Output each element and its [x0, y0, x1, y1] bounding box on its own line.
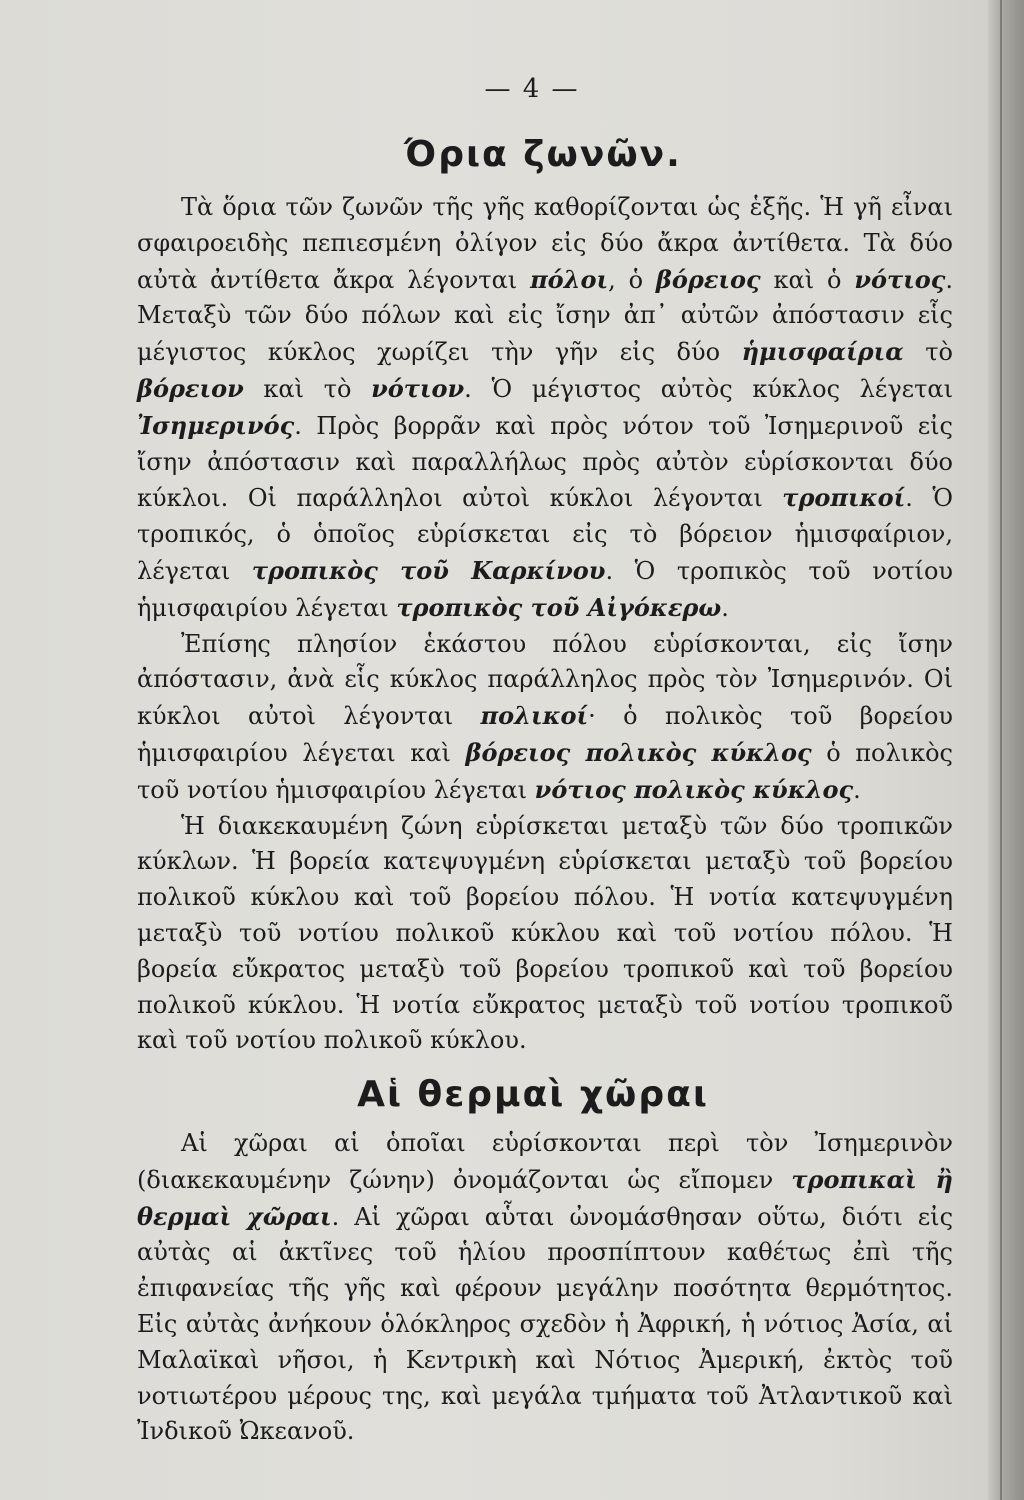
gutter-line [1000, 0, 1002, 1500]
section-body-zone-limits [137, 190, 953, 1059]
section-heading-hot-lands: Αἱ θερμαὶ χῶραι [357, 1074, 709, 1115]
emphasized-term: τροπικὸς τοῦ Καρκίνου [251, 555, 606, 585]
emphasized-term: τροπικὸς τοῦ Αἰγόκερω [396, 592, 722, 622]
text-run: . Μεταξὺ τῶν δύο πόλων καὶ εἰς ἴσην ἀπ᾿ αὐτῶν ἀπόστασιν εἷς μέγιστος κύκλος χωρίζει τὴν γῆν εἰς δύο [137, 265, 954, 367]
page-gutter [988, 0, 1024, 1500]
text-run: καὶ τὸ [243, 374, 372, 403]
emphasized-term: νότιος [854, 264, 946, 294]
page-number: — 4 — [484, 74, 580, 104]
emphasized-term: νότιος πολικὸς κύκλος [534, 774, 854, 804]
emphasized-term: πολικοί [480, 701, 589, 731]
paragraph [137, 1126, 953, 1450]
emphasized-term: τροπικοί [782, 483, 906, 513]
paragraph [137, 190, 953, 627]
emphasized-term: βόρειος [655, 264, 761, 294]
section-body-hot-lands [137, 1126, 953, 1450]
text-run: Ἐπίσης πλησίον ἑκάστου πόλου εὑρίσκονται, εἰς ἴσην ἀπόστασιν, ἀνὰ εἷς κύκλος παράλληλος πρὸς τὸν Ἰσημερινόν. Οἱ κύκλοι αὐτοὶ λέγονται [137, 629, 953, 731]
emphasized-term: βόρειον [137, 373, 244, 403]
paragraph [137, 809, 953, 1060]
text-run: καὶ ὁ [760, 265, 855, 294]
text-run: . [721, 593, 729, 622]
section-heading-zone-limits: Όρια ζωνῶν. [404, 134, 682, 175]
text-run: . Ὁ τροπικὸς τοῦ νοτίου ἡμισφαιρίου λέγεται [137, 556, 953, 622]
text-run: τὸ [903, 338, 953, 367]
emphasized-term: νότιον [371, 373, 465, 403]
text-run: Τὰ ὅρια τῶν ζωνῶν τῆς γῆς καθορίζονται ὡς ἑξῆς. Ἡ γῆ εἶναι σφαιροειδὴς πεπιεσμένη ὀλίγον εἰς δύο ἄκρα ἀντίθετα. Τὰ δύο αὐτὰ ἀντίθετα ἄκρα λέγονται [137, 193, 953, 294]
emphasized-term: Ἰσημερινός [137, 410, 295, 440]
emphasized-term: τροπικαὶ ἢ θερμαὶ χῶραι [137, 1164, 953, 1231]
text-run: . Ὁ τροπικός, ὁ ὁποῖος εὑρίσκεται εἰς τὸ βόρειον ἡμισφαίριον, λέγεται [137, 484, 953, 585]
text-run: · ὁ πολικὸς τοῦ βορείου ἡμισφαιρίου λέγεται καὶ [137, 702, 953, 767]
text-run: . Πρὸς βορρᾶν καὶ πρὸς νότον τοῦ Ἰσημερινοῦ εἰς ἴσην ἀπόστασιν καὶ παραλλήλως πρὸς αὐτὸν εὑρίσκονται δύο κύκλοι. Οἱ παράλληλοι αὐτοὶ κύκλοι λέγονται [137, 411, 953, 513]
text-run: Ἡ διακεκαυμένη ζώνη εὑρίσκεται μεταξὺ τῶν δύο τροπικῶν κύκλων. Ἡ βορεία κατεψυγμένη εὑρίσκεται μεταξὺ τοῦ βορείου πολικοῦ κύκλου καὶ τοῦ βορείου πόλου. Ἡ νοτία κατεψυγμένη μεταξὺ τοῦ νοτίου πολικοῦ κύκλου καὶ τοῦ νοτίου πόλου. Ἡ βορεία εὔκρατος μεταξὺ τοῦ βορείου τροπικοῦ καὶ τοῦ βορείου πολικοῦ κύκλου. Ἡ νοτία εὔκρατος μεταξὺ τοῦ νοτίου τροπικοῦ καὶ τοῦ νοτίου πολικοῦ κύκλου. [137, 811, 953, 1055]
text-run: . Αἱ χῶραι αὗται ὠνομάσθησαν οὕτω, διότι εἰς αὐτὰς αἱ ἀκτῖνες τοῦ ἡλίου προσπίπτουν καθέτως ἐπὶ τῆς ἐπιφανείας τῆς γῆς καὶ φέρουν μεγάλην ποσότητα θερμότητος. Εἰς αὐτὰς ἀνήκουν ὁλόκληρος σχεδὸν ἡ Ἀφρική, ἡ νότιος Ἀσία, αἱ Μαλαϊκαὶ νῆσοι, ἡ Κεντρικὴ καὶ Νότιος Ἀμερική, ἐκτὸς τοῦ νοτιωτέρου μέρους της, καὶ μεγάλα τμήματα τοῦ Ἀτλαντικοῦ καὶ Ἰνδικοῦ Ὠκεανοῦ. [137, 1202, 954, 1446]
paragraph [137, 627, 953, 809]
emphasized-term: πόλοι [530, 264, 609, 294]
emphasized-term: ἡμισφαίρια [741, 337, 904, 367]
text-run: Αἱ χῶραι αἱ ὁποῖαι εὑρίσκονται περὶ τὸν Ἰσημερινὸν (διακεκαυμένην ζώνην) ὀνομάζονται ὡς εἴπομεν [137, 1129, 953, 1194]
text-run: . Ὁ μέγιστος αὐτὸς κύκλος λέγεται [464, 374, 953, 403]
text-run: . [853, 775, 861, 804]
text-run: ὁ πολικὸς τοῦ νοτίου ἡμισφαιρίου λέγεται [137, 738, 953, 804]
emphasized-term: βόρειος πολικὸς κύκλος [465, 737, 812, 767]
text-run: , ὁ [608, 265, 656, 294]
